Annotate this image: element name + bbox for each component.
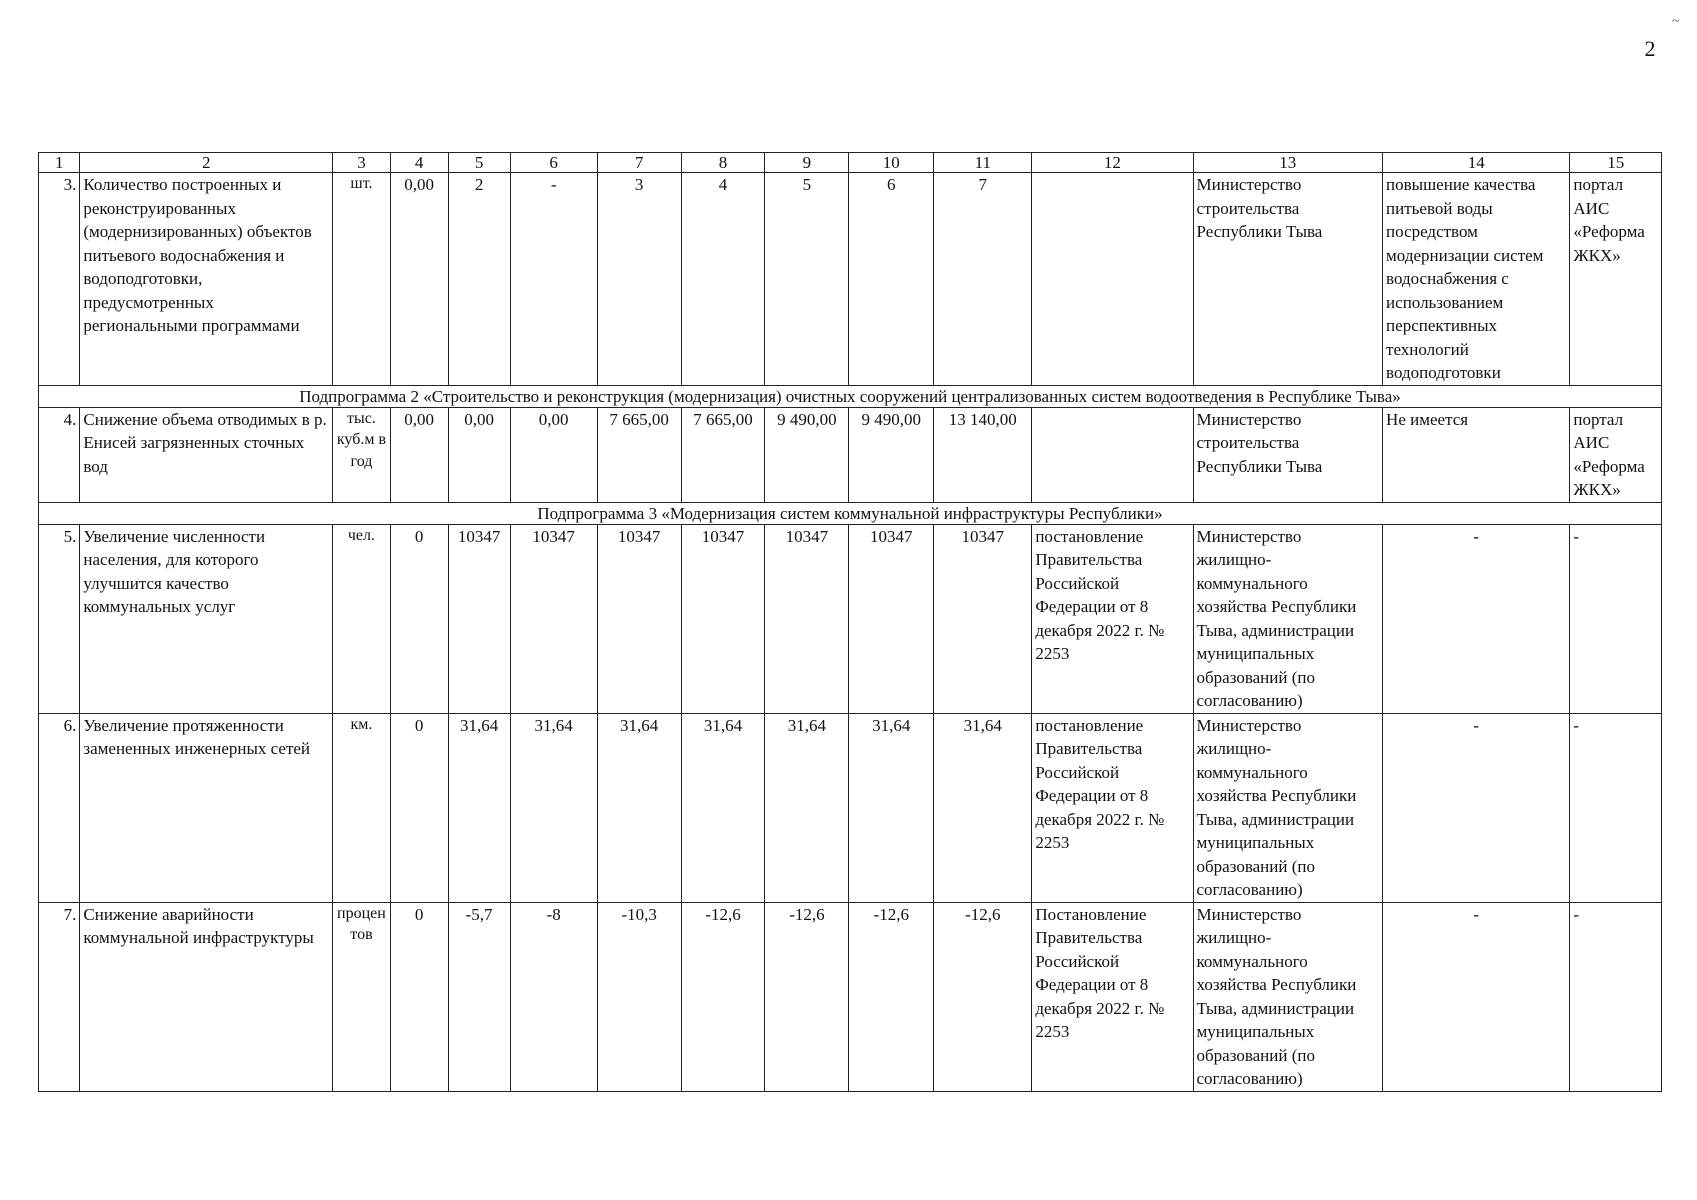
column-number: 14 xyxy=(1383,153,1570,173)
information-system: - xyxy=(1570,524,1662,713)
table-row xyxy=(39,407,1662,502)
legal-document xyxy=(1032,173,1193,386)
responsible-body: Министерство жилищно-коммунального хозяйства Республики Тыва, администрации муниципальных образований (по согласованию) xyxy=(1193,524,1383,713)
value-col-10: 10347 xyxy=(849,524,934,713)
value-col-6: 10347 xyxy=(510,524,597,713)
value-col-7: 31,64 xyxy=(597,713,681,902)
row-number: 6. xyxy=(39,713,80,902)
value-col-11: 7 xyxy=(934,173,1032,386)
indicator-name: Снижение аварийности коммунальной инфраструктуры xyxy=(80,902,333,1091)
legal-document: Постановление Правительства Российской Федерации от 8 декабря 2022 г. № 2253 xyxy=(1032,902,1193,1091)
column-number: 13 xyxy=(1193,153,1383,173)
value-col-5: 10347 xyxy=(448,524,510,713)
unit: процентов xyxy=(333,902,391,1091)
value-col-7: 3 xyxy=(597,173,681,386)
responsible-body: Министерство строительства Республики Тыва xyxy=(1193,407,1383,502)
column-number: 5 xyxy=(448,153,510,173)
table-row xyxy=(39,173,1662,386)
column-number: 12 xyxy=(1032,153,1193,173)
column-number: 10 xyxy=(849,153,934,173)
indicator-name: Увеличение протяженности замененных инженерных сетей xyxy=(80,713,333,902)
value-col-11: 13 140,00 xyxy=(934,407,1032,502)
table-row xyxy=(39,524,1662,713)
base-value: 0,00 xyxy=(390,173,448,386)
column-number: 6 xyxy=(510,153,597,173)
value-col-8: 7 665,00 xyxy=(681,407,765,502)
indicators-table xyxy=(38,152,1662,1092)
value-col-9: 5 xyxy=(765,173,849,386)
column-number: 9 xyxy=(765,153,849,173)
row-number: 4. xyxy=(39,407,80,502)
value-col-7: -10,3 xyxy=(597,902,681,1091)
subprogram-row xyxy=(39,502,1662,524)
value-col-6: - xyxy=(510,173,597,386)
base-value: 0,00 xyxy=(390,407,448,502)
subprogram-row xyxy=(39,385,1662,407)
relationship-description: - xyxy=(1383,902,1570,1091)
table-row xyxy=(39,713,1662,902)
responsible-body: Министерство жилищно-коммунального хозяйства Республики Тыва, администрации муниципальных образований (по согласованию) xyxy=(1193,713,1383,902)
subprogram-title: Подпрограмма 3 «Модернизация систем коммунальной инфраструктуры Республики» xyxy=(39,502,1662,524)
indicator-name: Снижение объема отводимых в р. Енисей загрязненных сточных вод xyxy=(80,407,333,502)
column-number: 15 xyxy=(1570,153,1662,173)
scan-corner-mark: ~ xyxy=(1672,14,1680,29)
information-system: портал АИС «Реформа ЖКХ» xyxy=(1570,407,1662,502)
value-col-7: 7 665,00 xyxy=(597,407,681,502)
indicator-name: Увеличение численности населения, для которого улучшится качество коммунальных услуг xyxy=(80,524,333,713)
information-system: портал АИС «Реформа ЖКХ» xyxy=(1570,173,1662,386)
relationship-description: повышение качества питьевой воды посредством модернизации систем водоснабжения с использованием перспективных технологий водоподготовки xyxy=(1383,173,1570,386)
base-value: 0 xyxy=(390,713,448,902)
value-col-10: 9 490,00 xyxy=(849,407,934,502)
column-number: 11 xyxy=(934,153,1032,173)
indicator-name: Количество построенных и реконструированных (модернизированных) объектов питьевого водоснабжения и водоподготовки, предусмотренных региональными программами xyxy=(80,173,333,386)
relationship-description: - xyxy=(1383,713,1570,902)
value-col-6: 0,00 xyxy=(510,407,597,502)
value-col-11: 10347 xyxy=(934,524,1032,713)
value-col-5: 2 xyxy=(448,173,510,386)
value-col-10: 6 xyxy=(849,173,934,386)
value-col-11: 31,64 xyxy=(934,713,1032,902)
column-number: 3 xyxy=(333,153,391,173)
row-number: 7. xyxy=(39,902,80,1091)
column-number: 4 xyxy=(390,153,448,173)
unit: тыс. куб.м в год xyxy=(333,407,391,502)
relationship-description: - xyxy=(1383,524,1570,713)
page-number: 2 xyxy=(1644,36,1656,61)
value-col-11: -12,6 xyxy=(934,902,1032,1091)
relationship-description: Не имеется xyxy=(1383,407,1570,502)
base-value: 0 xyxy=(390,524,448,713)
column-number: 1 xyxy=(39,153,80,173)
value-col-9: -12,6 xyxy=(765,902,849,1091)
table-row xyxy=(39,902,1662,1091)
value-col-9: 9 490,00 xyxy=(765,407,849,502)
value-col-10: -12,6 xyxy=(849,902,934,1091)
value-col-9: 10347 xyxy=(765,524,849,713)
column-number: 8 xyxy=(681,153,765,173)
responsible-body: Министерство строительства Республики Тыва xyxy=(1193,173,1383,386)
information-system: - xyxy=(1570,713,1662,902)
unit: чел. xyxy=(333,524,391,713)
value-col-7: 10347 xyxy=(597,524,681,713)
column-number-row xyxy=(39,153,1662,173)
subprogram-title: Подпрограмма 2 «Строительство и реконструкция (модернизация) очистных сооружений централизованных систем водоотведения в Республике Тыва» xyxy=(39,385,1662,407)
base-value: 0 xyxy=(390,902,448,1091)
responsible-body: Министерство жилищно-коммунального хозяйства Республики Тыва, администрации муниципальных образований (по согласованию) xyxy=(1193,902,1383,1091)
legal-document xyxy=(1032,407,1193,502)
value-col-10: 31,64 xyxy=(849,713,934,902)
value-col-9: 31,64 xyxy=(765,713,849,902)
value-col-5: 0,00 xyxy=(448,407,510,502)
value-col-6: 31,64 xyxy=(510,713,597,902)
unit: км. xyxy=(333,713,391,902)
legal-document: постановление Правительства Российской Федерации от 8 декабря 2022 г. № 2253 xyxy=(1032,524,1193,713)
information-system: - xyxy=(1570,902,1662,1091)
value-col-8: 10347 xyxy=(681,524,765,713)
unit: шт. xyxy=(333,173,391,386)
value-col-5: 31,64 xyxy=(448,713,510,902)
row-number: 3. xyxy=(39,173,80,386)
value-col-8: -12,6 xyxy=(681,902,765,1091)
row-number: 5. xyxy=(39,524,80,713)
value-col-5: -5,7 xyxy=(448,902,510,1091)
column-number: 7 xyxy=(597,153,681,173)
legal-document: постановление Правительства Российской Федерации от 8 декабря 2022 г. № 2253 xyxy=(1032,713,1193,902)
value-col-8: 31,64 xyxy=(681,713,765,902)
value-col-6: -8 xyxy=(510,902,597,1091)
column-number: 2 xyxy=(80,153,333,173)
value-col-8: 4 xyxy=(681,173,765,386)
